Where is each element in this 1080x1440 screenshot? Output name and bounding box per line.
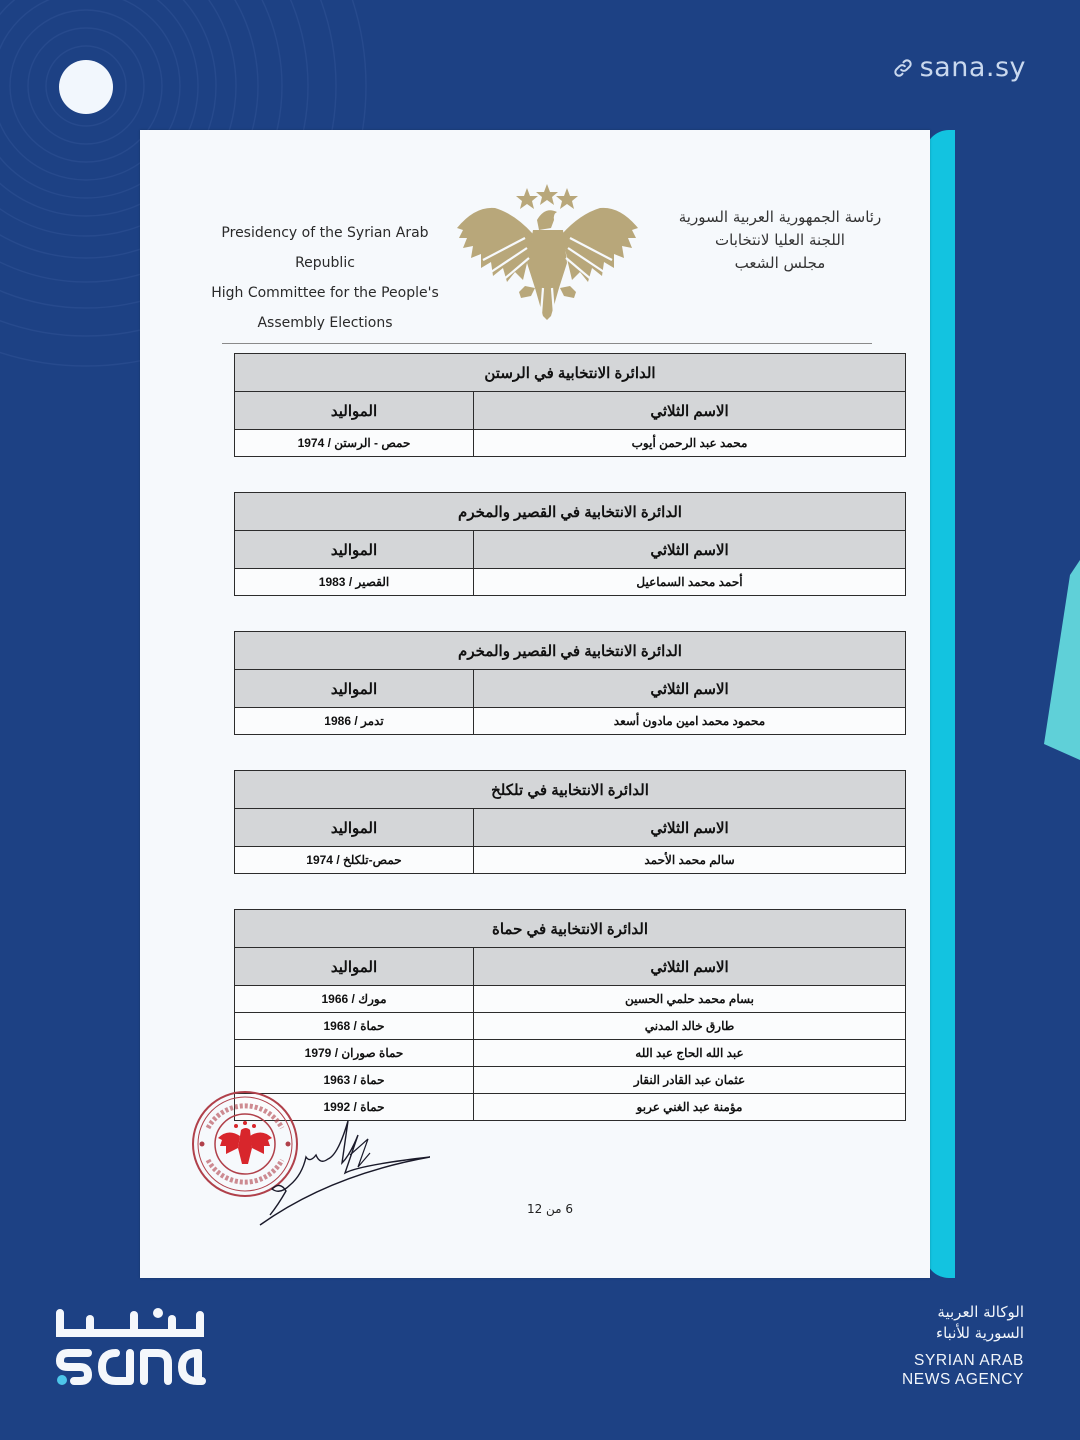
district-title: الدائرة الانتخابية في القصير والمخرم: [235, 632, 906, 670]
column-header-birth: المواليد: [235, 670, 474, 708]
candidate-name: أحمد محمد السماعيل: [474, 569, 906, 596]
candidate-name: طارق خالد المدني: [474, 1013, 906, 1040]
site-link[interactable]: [892, 52, 1026, 83]
candidate-birth: القصير / 1983: [235, 569, 474, 596]
header-ar-line: اللجنة العليا لانتخابات: [715, 231, 845, 249]
decorative-dot: [59, 60, 113, 114]
table-row: [235, 430, 906, 457]
candidate-name: محمود محمد امين مادون أسعد: [474, 708, 906, 735]
document-sheet: [140, 130, 930, 1278]
sana-logo: [54, 1305, 206, 1385]
column-header-name: الاسم الثلاثي: [474, 670, 906, 708]
table-row: [235, 569, 906, 596]
candidate-name: سالم محمد الأحمد: [474, 847, 906, 874]
agency-name-en-line: SYRIAN ARAB: [914, 1352, 1024, 1369]
header-en-line: Presidency of the Syrian Arab Republic: [221, 225, 429, 271]
district-table: [234, 353, 906, 457]
header-english: [190, 218, 460, 338]
column-header-birth: المواليد: [235, 948, 474, 986]
table-row: [235, 708, 906, 735]
agency-name-ar-line: السورية للأنباء: [936, 1324, 1024, 1342]
district-title: الدائرة الانتخابية في تلكلخ: [235, 771, 906, 809]
agency-name-ar-line: الوكالة العربية: [937, 1303, 1024, 1321]
district-title: الدائرة الانتخابية في القصير والمخرم: [235, 493, 906, 531]
table-row: [235, 1067, 906, 1094]
district-table: [234, 770, 906, 874]
agency-name: [902, 1302, 1024, 1389]
district-title: الدائرة الانتخابية في حماة: [235, 910, 906, 948]
candidate-birth: حماة / 1963: [235, 1067, 474, 1094]
link-icon: [892, 57, 914, 79]
candidate-name: بسام محمد حلمي الحسين: [474, 986, 906, 1013]
header-arabic: [660, 206, 900, 275]
site-link-text: sana.sy: [919, 52, 1026, 83]
candidate-birth: حماة / 1992: [235, 1094, 474, 1121]
eagle-emblem-icon: [455, 178, 640, 323]
candidate-name: عثمان عبد القادر النقار: [474, 1067, 906, 1094]
column-header-name: الاسم الثلاثي: [474, 392, 906, 430]
candidate-birth: مورك / 1966: [235, 986, 474, 1013]
decorative-shape: [1040, 560, 1080, 760]
column-header-name: الاسم الثلاثي: [474, 809, 906, 847]
candidate-birth: حماة صوران / 1979: [235, 1040, 474, 1067]
candidate-name: عبد الله الحاج عبد الله: [474, 1040, 906, 1067]
column-header-birth: المواليد: [235, 809, 474, 847]
page-number: 6 من 12: [526, 1202, 574, 1216]
district-table: [234, 492, 906, 596]
candidate-name: مؤمنة عبد الغني عربو: [474, 1094, 906, 1121]
district-table: [234, 631, 906, 735]
document-page: [140, 130, 955, 1278]
candidate-birth: تدمر / 1986: [235, 708, 474, 735]
candidate-birth: حماة / 1968: [235, 1013, 474, 1040]
header-en-line: High Committee for the People's: [211, 285, 439, 301]
header-divider: [222, 343, 872, 344]
column-header-birth: المواليد: [235, 531, 474, 569]
table-row: [235, 1040, 906, 1067]
column-header-name: الاسم الثلاثي: [474, 948, 906, 986]
table-row: [235, 986, 906, 1013]
column-header-birth: المواليد: [235, 392, 474, 430]
header-ar-line: رئاسة الجمهورية العربية السورية: [678, 208, 882, 226]
header-en-line: Assembly Elections: [257, 315, 393, 331]
district-title: الدائرة الانتخابية في الرستن: [235, 354, 906, 392]
table-row: [235, 847, 906, 874]
candidate-birth: حمص - الرستن / 1974: [235, 430, 474, 457]
candidate-name: محمد عبد الرحمن أيوب: [474, 430, 906, 457]
document-header: [140, 130, 930, 340]
candidate-birth: حمص-تلكلخ / 1974: [235, 847, 474, 874]
district-table: [234, 909, 906, 1121]
signature: [250, 1115, 430, 1235]
header-ar-line: مجلس الشعب: [734, 254, 826, 272]
agency-name-en-line: NEWS AGENCY: [901, 1371, 1024, 1388]
table-row: [235, 1013, 906, 1040]
column-header-name: الاسم الثلاثي: [474, 531, 906, 569]
